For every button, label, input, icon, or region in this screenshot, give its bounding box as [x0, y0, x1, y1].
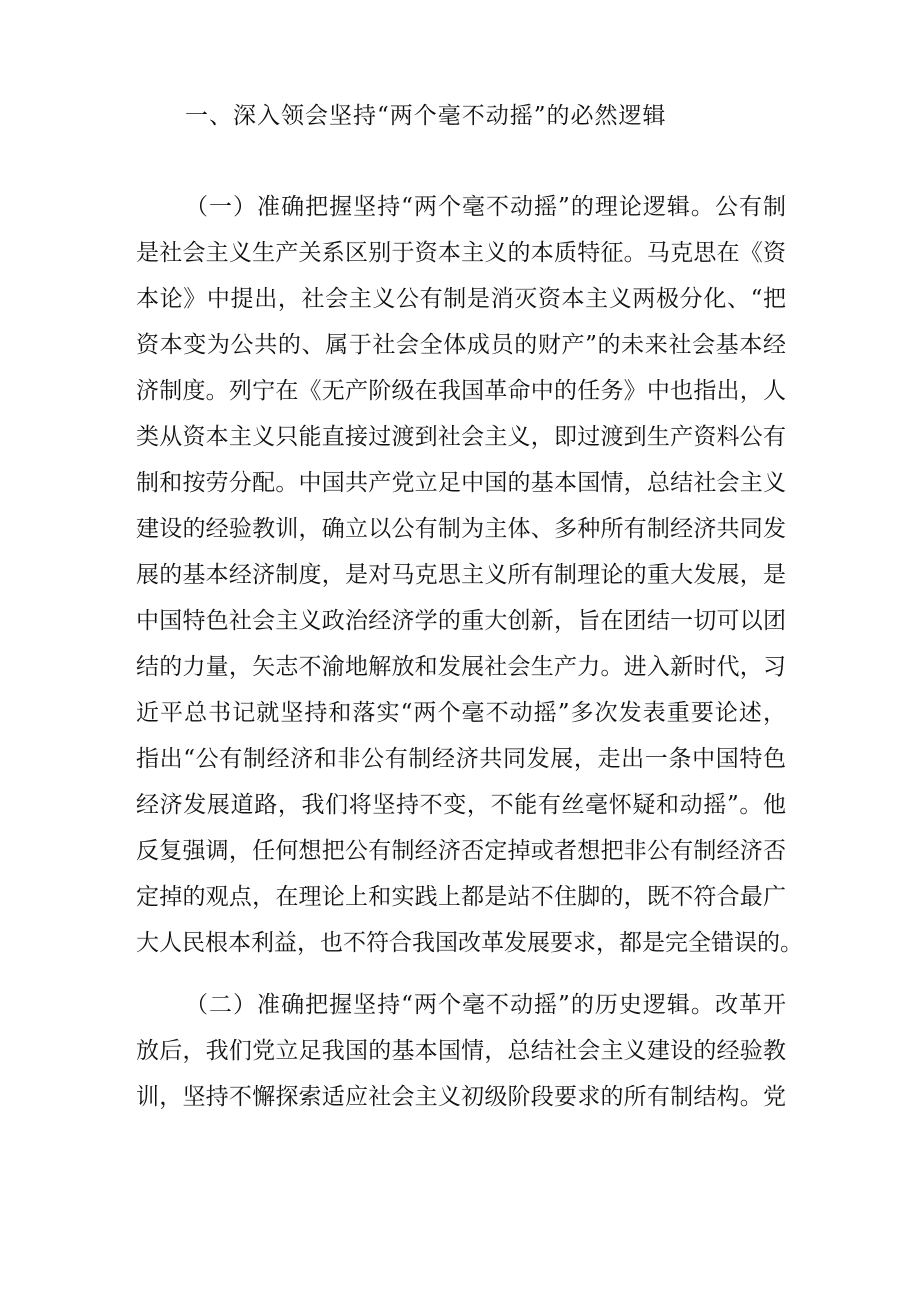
paragraph-line: 大人民根本利益，也不符合我国改革发展要求，都是完全错误的。 [136, 930, 803, 956]
paragraph-line: 制和按劳分配。中国共产党立足中国的基本国情，总结社会主义 [136, 470, 786, 496]
paragraph-line: 经济发展道路，我们将坚持不变，不能有丝毫怀疑和动摇”。他 [136, 792, 786, 818]
paragraph-line: 定掉的观点，在理论上和实践上都是站不住脚的，既不符合最广 [136, 884, 786, 910]
paragraph-line: 反复强调，任何想把公有制经济否定掉或者想把非公有制经济否 [136, 838, 786, 864]
paragraph-line: （二）准确把握坚持“两个毫不动摇”的历史逻辑。改革开 [185, 992, 786, 1018]
paragraph-line: 济制度。列宁在《无产阶级在我国革命中的任务》中也指出，人 [136, 378, 786, 404]
paragraph-line: 放后，我们党立足我国的基本国情，总结社会主义建设的经验教 [136, 1038, 786, 1064]
paragraph-line: 本论》中提出，社会主义公有制是消灭资本主义两极分化、“把 [136, 286, 786, 312]
paragraph-line: 中国特色社会主义政治经济学的重大创新，旨在团结一切可以团 [136, 608, 786, 634]
section-heading: 一、深入领会坚持“两个毫不动摇”的必然逻辑 [185, 103, 667, 129]
paragraph-line: 结的力量，矢志不渝地解放和发展社会生产力。进入新时代，习 [136, 654, 786, 680]
paragraph-line: 是社会主义生产关系区别于资本主义的本质特征。马克思在《资 [136, 240, 786, 266]
paragraph-line: 训，坚持不懈探索适应社会主义初级阶段要求的所有制结构。党 [136, 1084, 786, 1110]
paragraph-line: 展的基本经济制度，是对马克思主义所有制理论的重大发展，是 [136, 562, 786, 588]
paragraph-line: 指出“公有制经济和非公有制经济共同发展，走出一条中国特色 [136, 746, 786, 772]
paragraph-line: （一）准确把握坚持“两个毫不动摇”的理论逻辑。公有制 [185, 194, 786, 220]
paragraph-line: 建设的经验教训，确立以公有制为主体、多种所有制经济共同发 [136, 516, 786, 542]
paragraph-line: 类从资本主义只能直接过渡到社会主义，即过渡到生产资料公有 [136, 424, 786, 450]
paragraph-line: 近平总书记就坚持和落实“两个毫不动摇”多次发表重要论述， [136, 700, 786, 726]
paragraph-line: 资本变为公共的、属于社会全体成员的财产”的未来社会基本经 [136, 332, 786, 358]
